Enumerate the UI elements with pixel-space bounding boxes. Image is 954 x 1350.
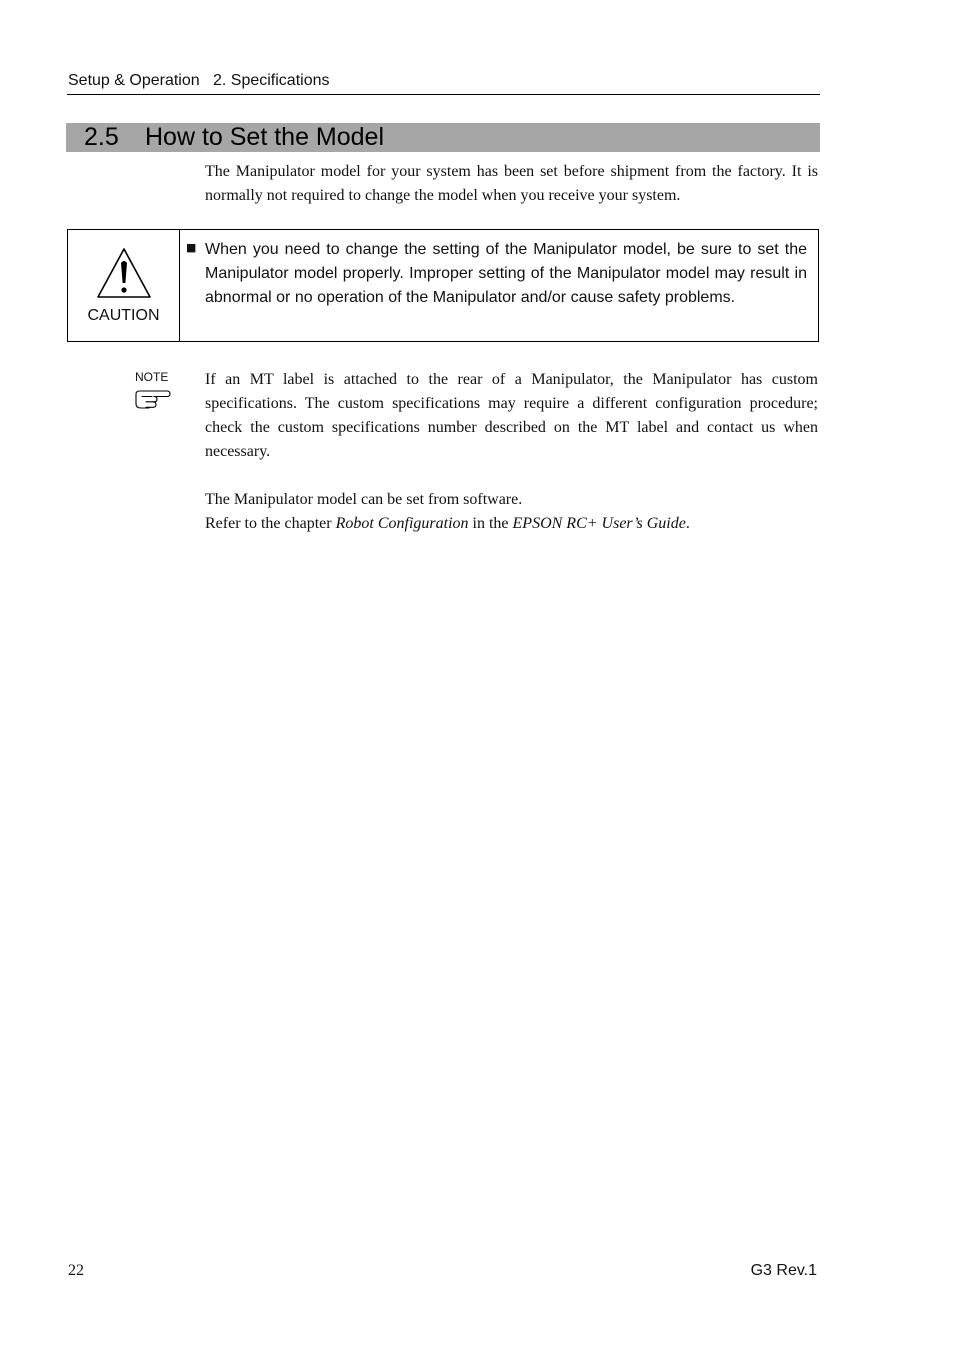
guide-reference: EPSON RC+ User’s Guide (512, 515, 686, 532)
reference-suffix: . (685, 515, 690, 532)
body-line-software: The Manipulator model can be set from software. (205, 491, 523, 508)
pointing-hand-icon (134, 388, 172, 410)
caution-text: When you need to change the setting of the Manipulator model, be sure to set the Manipulator model properly. Improper setting of the Manipulator model may result in abnormal or no operation of the Manipulator and/or cause safety problems. (205, 241, 807, 306)
warning-triangle-icon (95, 246, 153, 300)
reference-middle: in the (468, 515, 513, 532)
body-line-reference (205, 512, 818, 536)
reference-prefix: Refer to the chapter (205, 515, 336, 532)
intro-paragraph: The Manipulator model for your system has been set before shipment from the factory. It is normally not required to change the model when you receive your system. (205, 163, 818, 204)
chapter-reference: Robot Configuration (335, 515, 469, 532)
page-number: 22 (68, 1262, 84, 1279)
section-number: 2.5 (84, 123, 119, 151)
caution-label: CAUTION (87, 307, 160, 324)
bullet-square-icon: ■ (186, 241, 197, 254)
document-revision: G3 Rev.1 (750, 1262, 817, 1279)
caution-box (67, 229, 819, 342)
note-text: If an MT label is attached to the rear of a Manipulator, the Manipulator has custom specifications. The custom specifications may require a different configuration procedure; check the custom specifications number described on the MT label and contact us when necessary. (205, 371, 818, 460)
caution-icon-cell (68, 230, 180, 341)
section-title: How to Set the Model (145, 123, 385, 151)
section-heading-bar (66, 123, 820, 152)
running-header: Setup & Operation 2. Specifications (68, 72, 330, 89)
note-label: NOTE (135, 370, 169, 384)
header-rule (67, 94, 820, 95)
